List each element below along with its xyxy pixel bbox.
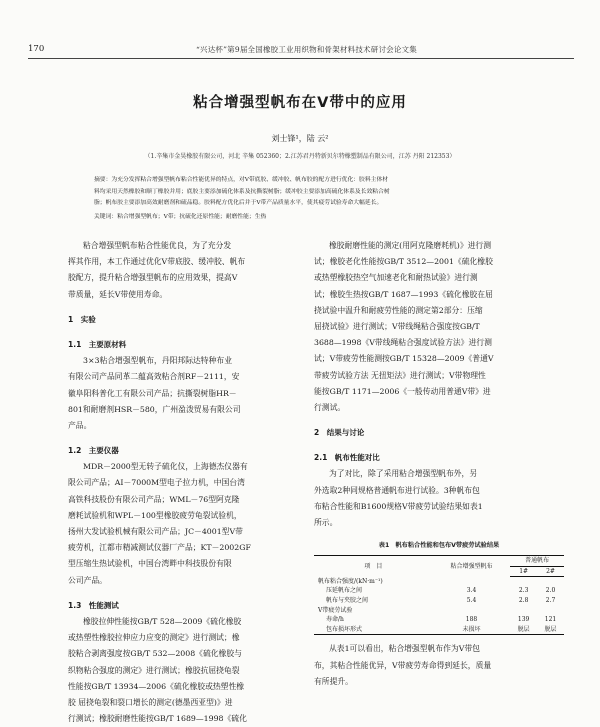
table-cell: 脱层 bbox=[537, 625, 564, 635]
right-column-body bbox=[314, 238, 564, 531]
section-heading: 1.2 主要仪器 bbox=[68, 446, 119, 456]
text-line: 粘合增强型帆布粘合性能优良，为了充分发 bbox=[83, 241, 232, 250]
table-row bbox=[314, 577, 564, 587]
table-cell: 未损坏 bbox=[433, 625, 510, 635]
table-row bbox=[314, 586, 564, 596]
abstract-line: 摘要：为充分发挥粘合增强型帆布粘合性能优异的特点，对V带底胶、缓冲胶、帆布胶的配方进行优化：胶料主体材 bbox=[94, 177, 389, 183]
table-cell bbox=[433, 577, 510, 587]
table-cell bbox=[433, 606, 510, 616]
text-line: 挠试验中温升和耐疲劳性能的测定第2部分：压缩 bbox=[314, 305, 483, 315]
text-line: 有所提升。 bbox=[314, 676, 353, 686]
table-row-label: 寿命/h bbox=[326, 616, 344, 624]
table-row bbox=[314, 606, 564, 616]
section-heading: 1.3 性能测试 bbox=[68, 600, 119, 610]
section-heading: 1 实验 bbox=[68, 314, 96, 324]
text-line: 高铁科技股份有限公司产品；WML－76型阿克隆 bbox=[68, 494, 240, 504]
paper-title: 粘合增强型帆布在V带中的应用 bbox=[193, 95, 407, 111]
text-line: 或热塑性橡胶拉伸应力应变的测定》进行测试；橡 bbox=[68, 633, 240, 643]
table-cell bbox=[510, 577, 537, 587]
text-line: 产品。 bbox=[68, 420, 92, 430]
text-line: 胶 屈挠龟裂和裂口增长的测定(德墨西亚型)》进 bbox=[68, 697, 233, 707]
left-column bbox=[68, 238, 318, 727]
text-line: 布粘合性能和B1600规格V带疲劳试验结果如表1 bbox=[314, 501, 483, 511]
paragraph bbox=[68, 614, 318, 727]
text-line: 从表1可以看出，粘合增强型帆布作为V带包 bbox=[329, 644, 480, 654]
text-line: 胶粘合剥离强度按GB/T 532—2008《硫化橡胶与 bbox=[68, 649, 242, 659]
results-table bbox=[314, 555, 564, 635]
paragraph bbox=[314, 466, 564, 531]
text-line: 3×3粘合增强型帆布，丹阳邦际达特种布业 bbox=[83, 356, 232, 366]
text-line: 布，其粘合性能优异，V带疲劳寿命得到延长，质量 bbox=[314, 660, 492, 670]
table-cell: 3.4 bbox=[466, 587, 477, 595]
text-line: 试；V带疲劳性能测按GB/T 15328—2009《普通V bbox=[314, 354, 494, 364]
text-line: 3688—1998《V带线绳粘合强度试验方法》进行测 bbox=[314, 338, 492, 348]
table-row-label: 帆布与夹胶之间 bbox=[326, 597, 369, 605]
table-header-normal-2: 2# bbox=[537, 566, 564, 577]
text-line: 疲劳机，江都市精减测试仪器厂产品；KT－2002GF bbox=[68, 543, 251, 553]
text-line: 为了对比，除了采用粘合增强型帆布外，另 bbox=[329, 469, 478, 479]
table-row-label: V带疲劳试验 bbox=[318, 606, 353, 614]
table-cell: 脱层 bbox=[510, 625, 537, 635]
text-line: 徽阜阳科普化工有限公司产品；抗撕裂树脂HR－ bbox=[68, 388, 237, 398]
conference-title: “兴达杯”第9届全国橡胶工业用织物和骨架材料技术研讨会论文集 bbox=[196, 45, 417, 54]
abstract-line: 脂；帆布胶主要添加高效耐磨剂和硫品稳。胶料配方优化后并于V带产品质量水平，使其疲劳试验寿命大幅延长。 bbox=[94, 200, 383, 206]
table-cell bbox=[537, 606, 564, 616]
paragraph bbox=[68, 459, 318, 589]
text-line: 行测试。 bbox=[314, 402, 346, 412]
table-cell: 2.0 bbox=[545, 587, 556, 595]
section-heading: 2 结果与讨论 bbox=[314, 428, 365, 438]
text-line: 外选取2种同规格普通帆布进行试验。3种帆布包 bbox=[314, 485, 480, 495]
text-line: 行测试；橡胶耐磨性能按GB/T 1689—1998《硫化 bbox=[68, 714, 247, 724]
text-line: MDR－2000型无转子硫化仪，上海德杰仪器有 bbox=[83, 462, 248, 472]
text-line: 能按GB/T 1171—2006《一般传动用普通V带》进 bbox=[314, 386, 491, 396]
text-line: 胶配方，提升粘合增强型帆布的应用效果，提高V bbox=[68, 273, 238, 283]
abstract-line: 料均采用天然橡胶和顺丁橡胶并用；底胶主要添加硫化体系及抗撕裂树脂；缓冲胶主要添加高硫化体系及长效粘合树 bbox=[94, 188, 390, 195]
table-row bbox=[314, 596, 564, 606]
paragraph bbox=[68, 238, 318, 303]
text-line: 试；橡胶生热按GB/T 1687—1993《硫化橡胶在屈 bbox=[314, 289, 493, 299]
table-cell: 2.8 bbox=[518, 597, 529, 605]
text-line: 或热塑橡胶热空气加速老化和耐热试验》进行测 bbox=[314, 273, 478, 283]
text-line: 性能按GB/T 13934—2006《硫化橡胶或热塑性橡 bbox=[68, 681, 245, 691]
table-cell bbox=[510, 606, 537, 616]
text-line: 带质量，延长V带使用寿命。 bbox=[68, 289, 168, 299]
header-rule bbox=[28, 58, 574, 59]
table-row bbox=[314, 615, 564, 625]
text-line: 公司产品。 bbox=[68, 575, 107, 585]
table-cell bbox=[537, 577, 564, 587]
text-line: 试；橡胶老化性能按GB/T 3512—2001《硫化橡胶 bbox=[314, 257, 493, 267]
table-row-label: 帆布粘合强度/(kN·m⁻¹) bbox=[318, 577, 383, 585]
keywords: 关键词：粘合增强型帆布；V带；抗硫化还原性能；耐磨性能；生热 bbox=[94, 214, 267, 220]
table-cell: 188 bbox=[465, 616, 478, 624]
table-row bbox=[314, 625, 564, 635]
right-column-conclusion bbox=[314, 641, 564, 690]
text-line: 扬州大发试验机械有限公司产品；JC－4001型V带 bbox=[68, 527, 243, 536]
paragraph bbox=[68, 353, 318, 434]
table-body bbox=[314, 577, 564, 635]
table-cell: 2.7 bbox=[545, 597, 556, 605]
text-line: 橡胶拉伸性能按GB/T 528—2009《硫化橡胶 bbox=[83, 616, 242, 626]
text-line: 屈挠试验》进行测试；V带线绳粘合强度按GB/T bbox=[314, 321, 480, 331]
table-cell: 2.3 bbox=[518, 587, 529, 595]
paper-affiliation: （1.辛集市金昊橡胶有限公司，河北 辛集 052360；2.江苏君丹特新贝尔特橡塑制品有限公司，江苏 丹阳 212353） bbox=[144, 153, 456, 160]
right-column bbox=[314, 238, 564, 690]
text-line: 橡胶耐磨性能的测定(用阿克隆磨耗机)》进行测 bbox=[329, 241, 492, 250]
section-heading: 1.1 主要原材料 bbox=[68, 339, 127, 349]
section-heading: 2.1 帆布性能对比 bbox=[314, 453, 380, 463]
abstract bbox=[94, 175, 514, 210]
table-row-label: 压延帆布之间 bbox=[326, 587, 363, 595]
table-cell: 139 bbox=[517, 616, 530, 624]
text-line: 限公司产品；AI－7000M型电子拉力机，中国台湾 bbox=[68, 478, 245, 488]
text-line: 挥其作用，本工作通过优化V带底胶、缓冲胶、帆布 bbox=[68, 257, 246, 267]
paragraph bbox=[314, 238, 564, 416]
table-header-normal-1: 1# bbox=[510, 566, 537, 577]
page-number: 170 bbox=[28, 44, 45, 54]
table-header-item: 项 目 bbox=[314, 556, 433, 577]
text-line: 磨耗试验机和WPL－100型橡胶疲劳龟裂试验机， bbox=[68, 510, 242, 520]
paper-authors: 刘士锋¹，陆 云² bbox=[271, 134, 329, 143]
table-cell: 121 bbox=[544, 616, 557, 624]
text-line: 带疲劳试验方法 无扭矩法》进行测试；V带物理性 bbox=[314, 370, 486, 380]
text-line: 有限公司产品同革二蕴高效粘合剂RF－2111，安 bbox=[68, 372, 240, 382]
text-line: 801和耐磨剂HSR－580，广州盈泼贸易有限公司 bbox=[68, 404, 241, 414]
running-header bbox=[28, 44, 574, 58]
table-header-enhanced: 粘合增强型帆布 bbox=[433, 556, 510, 577]
text-line: 型压缩生热试验机，中国台湾畔中科技股份有限 bbox=[68, 559, 232, 569]
table-cell: 5.4 bbox=[466, 597, 477, 605]
table-header-normal: 普通帆布 bbox=[510, 556, 564, 567]
text-line: 织物粘合强度的测定》进行测试；橡胶抗屈挠龟裂 bbox=[68, 665, 240, 675]
table-caption: 表1 帆布粘合性能和包布V带疲劳试验结果 bbox=[378, 542, 500, 550]
table-row-label: 包布损坏形式 bbox=[314, 625, 433, 635]
text-line: 所示。 bbox=[314, 518, 338, 527]
